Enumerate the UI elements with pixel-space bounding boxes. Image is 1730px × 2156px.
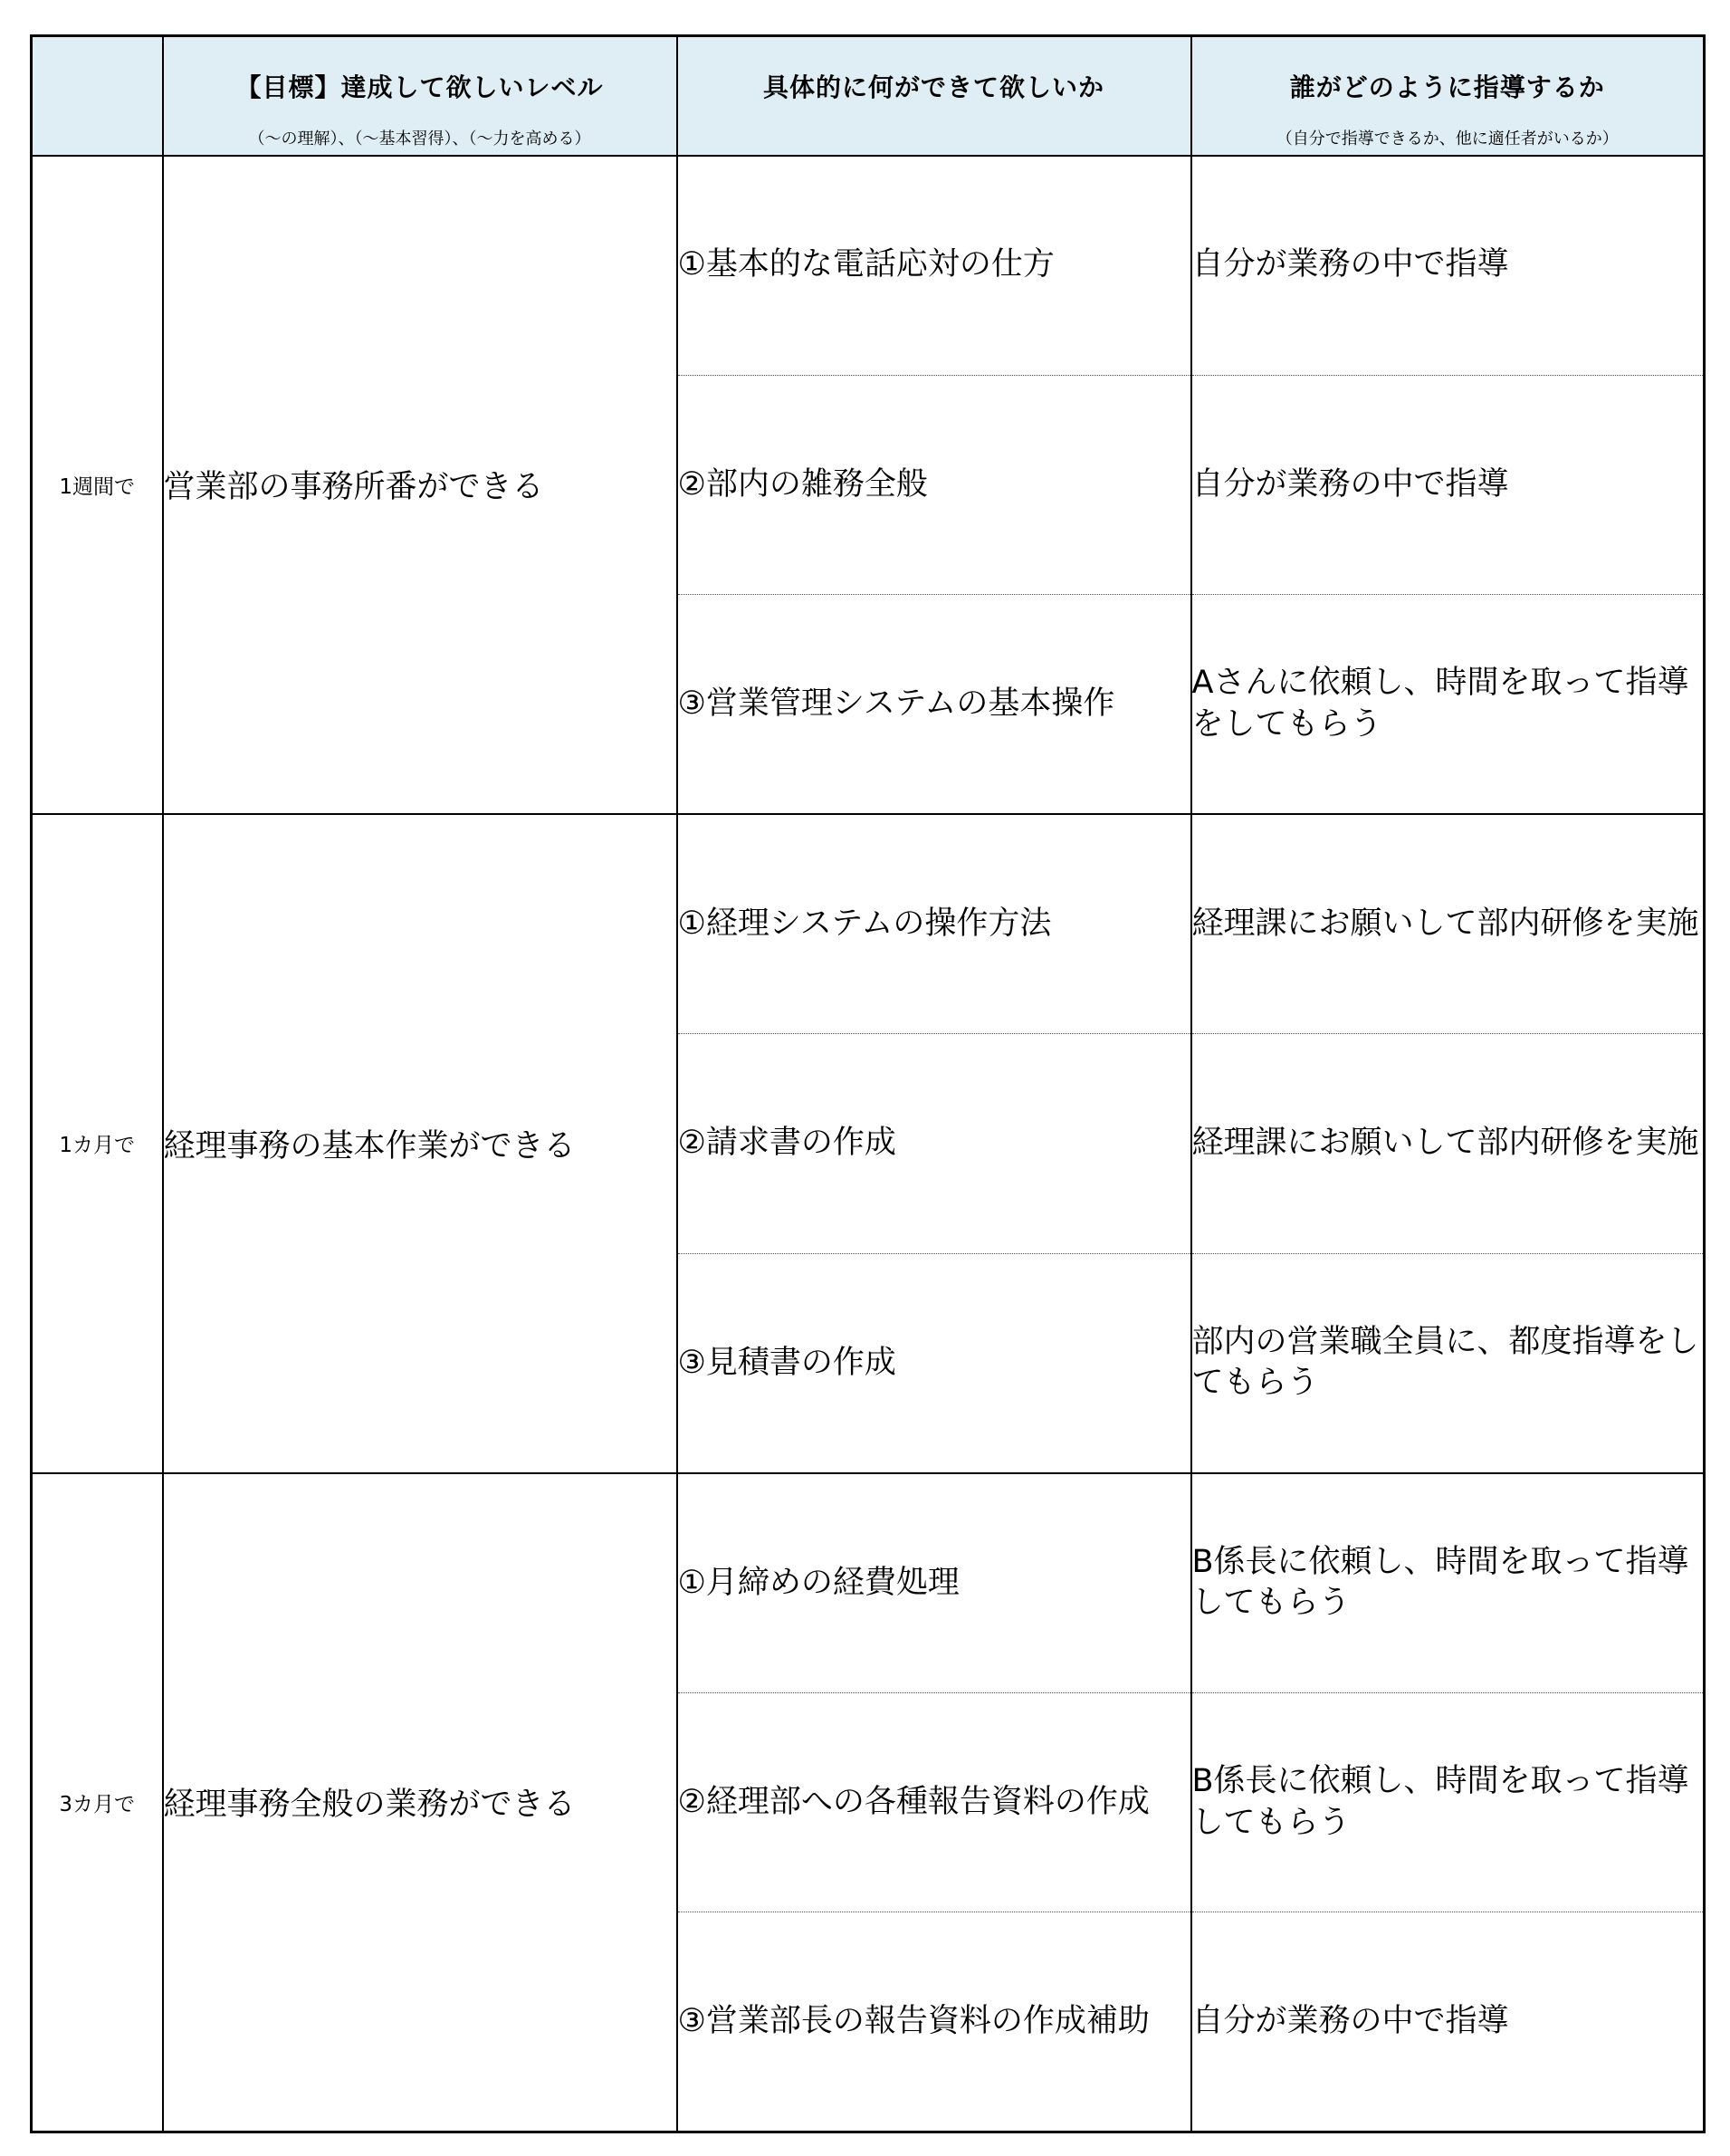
header-who bbox=[1191, 36, 1705, 156]
table-row bbox=[32, 1473, 1705, 1693]
what-cell bbox=[677, 814, 1191, 1034]
what-text: ①月締めの経費処理 bbox=[677, 1564, 960, 1601]
header-goal-note: （～の理解）、（～基本習得）、（～力を高める） bbox=[248, 129, 591, 149]
header-goal-title: 【目標】達成して欲しいレベル bbox=[235, 72, 604, 102]
what-cell bbox=[677, 1692, 1191, 1912]
goal-cell: 経理事務全般の業務ができる bbox=[163, 1473, 677, 2132]
what-cell bbox=[677, 1912, 1191, 2132]
who-cell: B係長に依頼し、時間を取って指導してもらう bbox=[1191, 1473, 1705, 1693]
what-cell bbox=[677, 375, 1191, 595]
who-cell: 自分が業務の中で指導 bbox=[1191, 1912, 1705, 2132]
table-row bbox=[32, 156, 1705, 376]
period-cell: 3カ月で bbox=[32, 1473, 163, 2132]
period-cell: 1週間で bbox=[32, 156, 163, 815]
who-cell: 部内の営業職全員に、都度指導をしてもらう bbox=[1191, 1253, 1705, 1473]
header-row bbox=[32, 36, 1705, 156]
what-text: ②経理部への各種報告資料の作成 bbox=[677, 1783, 1150, 1820]
who-cell: 自分が業務の中で指導 bbox=[1191, 375, 1705, 595]
what-text: ③見積書の作成 bbox=[677, 1344, 896, 1381]
who-cell: 経理課にお願いして部内研修を実施 bbox=[1191, 814, 1705, 1034]
what-text: ②部内の雑務全般 bbox=[677, 465, 928, 503]
header-what-title: 具体的に何ができて欲しいか bbox=[762, 72, 1104, 102]
what-text: ③営業管理システムの基本操作 bbox=[677, 685, 1115, 722]
table-row bbox=[32, 814, 1705, 1034]
what-cell bbox=[677, 1034, 1191, 1254]
training-plan-table bbox=[30, 34, 1706, 2133]
who-cell: Aさんに依頼し、時間を取って指導をしてもらう bbox=[1191, 595, 1705, 815]
header-period bbox=[32, 36, 163, 156]
who-cell: 自分が業務の中で指導 bbox=[1191, 156, 1705, 376]
what-text: ②請求書の作成 bbox=[677, 1125, 896, 1162]
who-cell: 経理課にお願いして部内研修を実施 bbox=[1191, 1034, 1705, 1254]
what-cell bbox=[677, 156, 1191, 376]
header-what bbox=[677, 36, 1191, 156]
goal-cell: 経理事務の基本作業ができる bbox=[163, 814, 677, 1473]
what-cell bbox=[677, 1253, 1191, 1473]
goal-cell: 営業部の事務所番ができる bbox=[163, 156, 677, 815]
what-cell bbox=[677, 1473, 1191, 1693]
header-who-note: （自分で指導できるか、他に適任者がいるか） bbox=[1276, 129, 1619, 149]
what-cell bbox=[677, 595, 1191, 815]
what-text: ③営業部長の報告資料の作成補助 bbox=[677, 2002, 1150, 2039]
header-who-title: 誰がどのように指導するか bbox=[1289, 72, 1605, 102]
who-cell: B係長に依頼し、時間を取って指導してもらう bbox=[1191, 1692, 1705, 1912]
what-text: ①基本的な電話応対の仕方 bbox=[677, 246, 1055, 283]
period-cell: 1カ月で bbox=[32, 814, 163, 1473]
what-text: ①経理システムの操作方法 bbox=[677, 905, 1052, 942]
header-goal bbox=[163, 36, 677, 156]
